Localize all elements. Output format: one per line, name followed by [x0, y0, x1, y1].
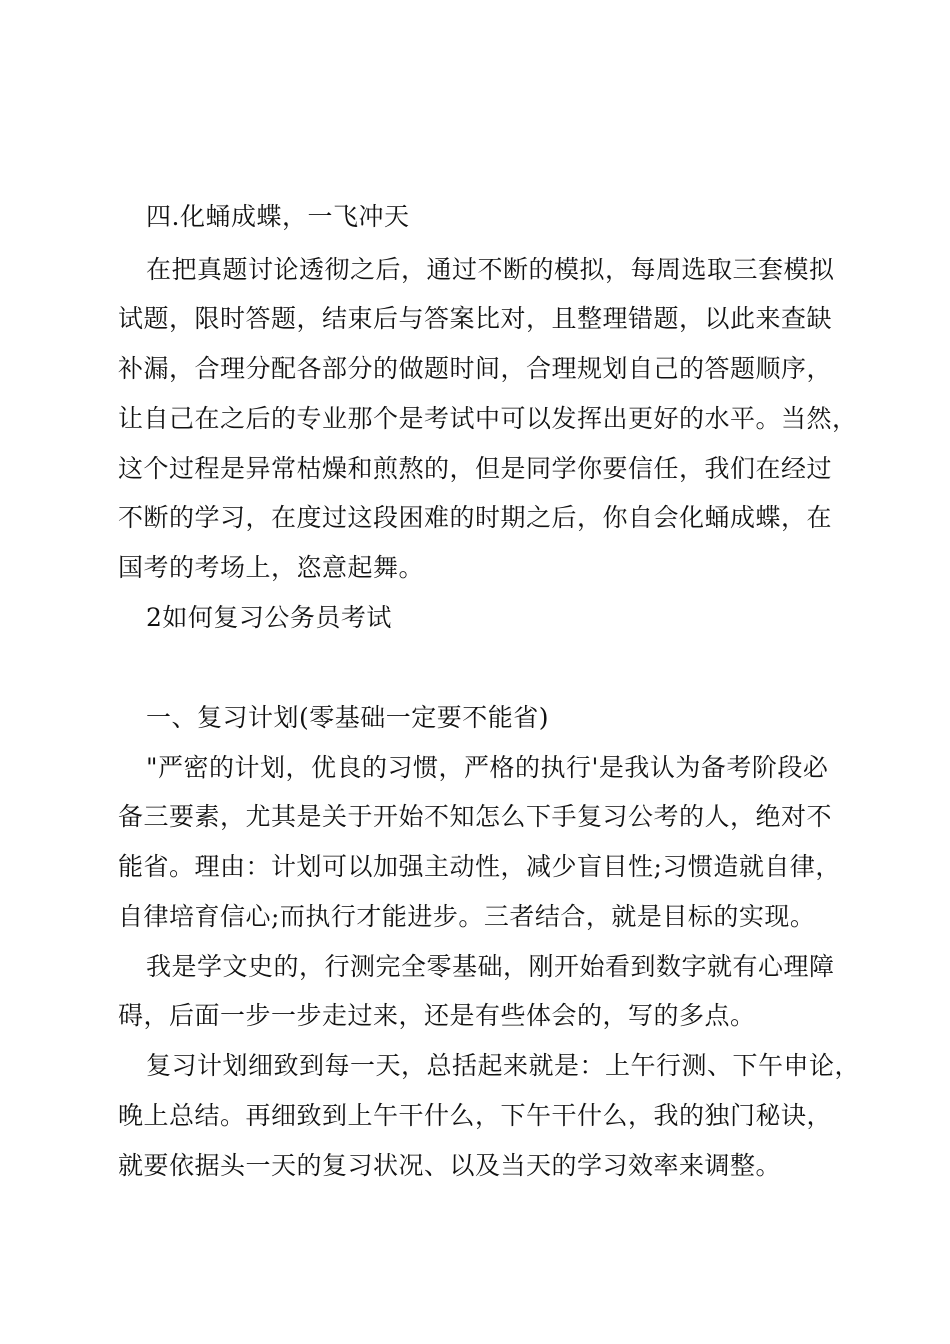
paragraph-line: 碍，后面一步一步走过来，还是有些体会的，写的多点。	[118, 1001, 756, 1030]
paragraph-line: 能省。理由：计划可以加强主动性，减少盲目性;习惯造就自律，	[118, 852, 841, 881]
paragraph-line: 复习计划细致到每一天，总括起来就是：上午行测、下午申论，	[146, 1051, 861, 1080]
paragraph-line: 在把真题讨论透彻之后，通过不断的模拟，每周选取三套模拟	[146, 255, 835, 284]
paragraph-line: 让自己在之后的专业那个是考试中可以发挥出更好的水平。当然，	[118, 404, 858, 433]
paragraph-line: "严密的计划，优良的习惯，严格的执行'是我认为备考阶段必	[146, 753, 829, 782]
paragraph-line: 这个过程是异常枯燥和煎熬的，但是同学你要信任，我们在经过	[118, 454, 833, 483]
section-heading-four: 四.化蛹成蝶，一飞冲天	[146, 202, 410, 231]
paragraph-line: 我是学文史的，行测完全零基础，刚开始看到数字就有心理障	[146, 952, 835, 981]
paragraph-line: 晚上总结。再细致到上午干什么，下午干什么，我的独门秘诀，	[118, 1101, 833, 1130]
section-heading-two: 2如何复习公务员考试	[146, 603, 392, 632]
section-heading-one: 一、复习计划(零基础一定要不能省)	[146, 703, 550, 732]
paragraph-line: 就要依据头一天的复习状况、以及当天的学习效率来调整。	[118, 1151, 782, 1180]
paragraph-line: 自律培育信心;而执行才能进步。三者结合，就是目标的实现。	[118, 902, 816, 931]
paragraph-line: 国考的考场上，恣意起舞。	[118, 553, 425, 582]
paragraph-line: 备三要素，尤其是关于开始不知怎么下手复习公考的人，绝对不	[118, 802, 833, 831]
paragraph-line: 不断的学习，在度过这段困难的时期之后，你自会化蛹成蝶，在	[118, 503, 833, 532]
paragraph-line: 补漏，合理分配各部分的做题时间，合理规划自己的答题顺序，	[118, 354, 833, 383]
paragraph-line: 试题，限时答题，结束后与答案比对，且整理错题，以此来查缺	[118, 304, 833, 333]
